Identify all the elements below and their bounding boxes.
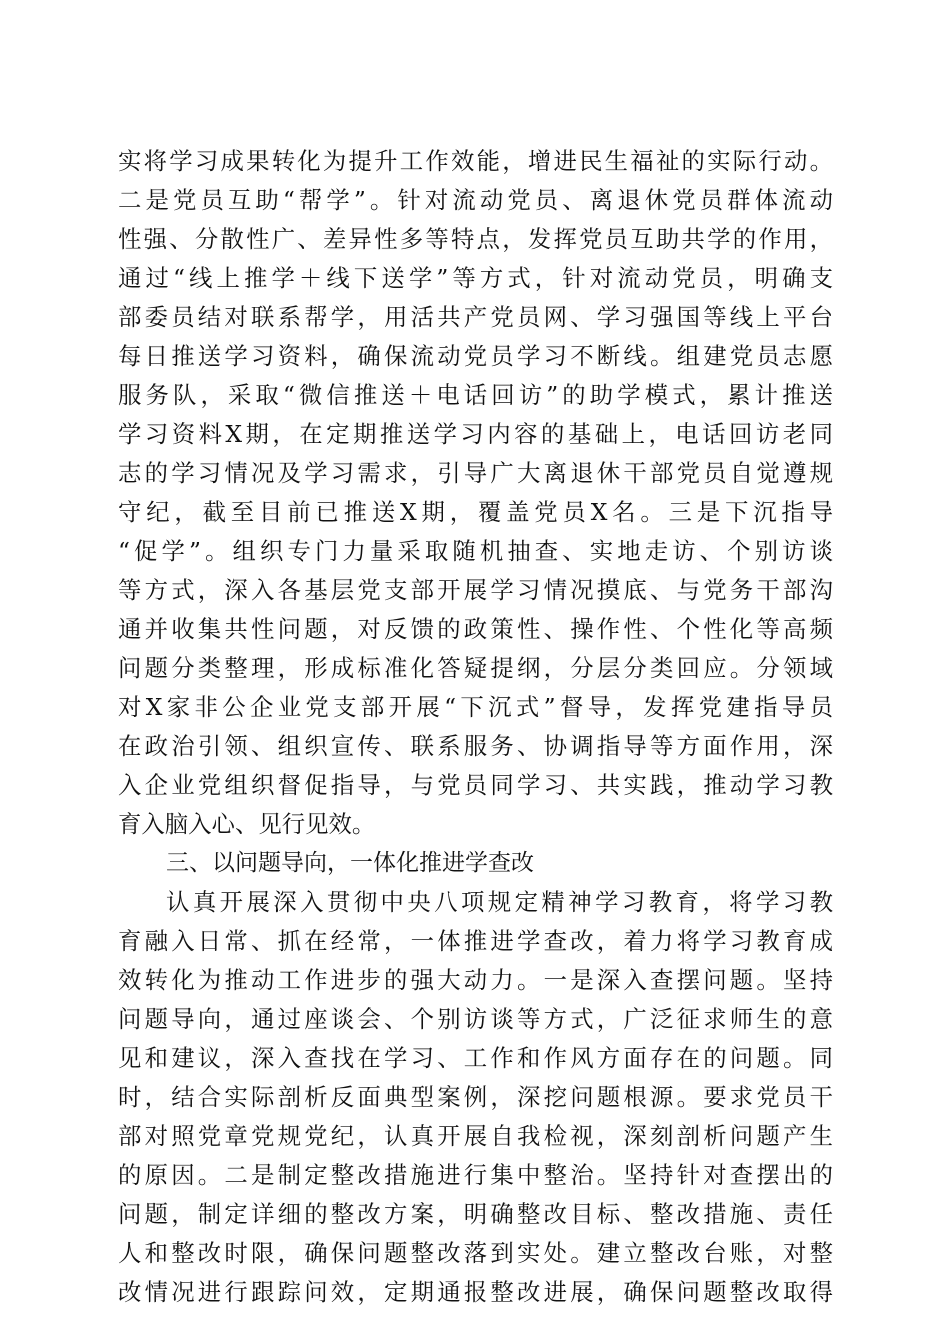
text-line: 等方式，深入各基层党支部开展学习情况摸底、与党务干部沟	[118, 576, 833, 604]
text-line: 认真开展深入贯彻中央八项规定精神学习教育，将学习教	[166, 888, 833, 916]
section-heading: 三、以问题导向，一体化推进学查改	[166, 850, 534, 876]
text-line: 学习资料X期，在定期推送学习内容的基础上，电话回访老同	[118, 420, 833, 448]
text-line: 效转化为推动工作进步的强大动力。一是深入查摆问题。坚持	[118, 966, 833, 994]
text-line: 问题，制定详细的整改方案，明确整改目标、整改措施、责任	[118, 1200, 833, 1228]
text-line: 每日推送学习资料，确保流动党员学习不断线。组建党员志愿	[118, 342, 833, 370]
text-line: 问题分类整理，形成标准化答疑提纲，分层分类回应。分领域	[118, 654, 833, 682]
text-line: 入企业党组织督促指导，与党员同学习、共实践，推动学习教	[118, 771, 833, 799]
text-line: 通过“线上推学＋线下送学”等方式，针对流动党员，明确支	[118, 264, 833, 292]
text-line: 对X家非公企业党支部开展“下沉式”督导，发挥党建指导员	[118, 693, 833, 721]
text-line: 服务队，采取“微信推送＋电话回访”的助学模式，累计推送	[118, 381, 833, 409]
text-line: 问题导向，通过座谈会、个别访谈等方式，广泛征求师生的意	[118, 1005, 833, 1033]
text-line: 人和整改时限，确保问题整改落到实处。建立整改台账，对整	[118, 1239, 833, 1267]
text-line: 通并收集共性问题，对反馈的政策性、操作性、个性化等高频	[118, 615, 833, 643]
text-line: 时，结合实际剖析反面典型案例，深挖问题根源。要求党员干	[118, 1083, 833, 1111]
text-line: 志的学习情况及学习需求，引导广大离退休干部党员自觉遵规	[118, 459, 833, 487]
paragraph-2	[118, 883, 833, 1312]
text-line: 性强、分散性广、差异性多等特点，发挥党员互助共学的作用，	[118, 225, 833, 253]
text-line: 的原因。二是制定整改措施进行集中整治。坚持针对查摆出的	[118, 1161, 833, 1189]
text-line: 二是党员互助“帮学”。针对流动党员、离退休党员群体流动	[118, 186, 833, 214]
document-body	[118, 142, 833, 1312]
text-line: “促学”。组织专门力量采取随机抽查、实地走访、个别访谈	[118, 537, 833, 565]
text-line: 守纪，截至目前已推送X期，覆盖党员X名。三是下沉指导	[118, 498, 833, 526]
paragraph-1	[118, 142, 833, 844]
text-line: 见和建议，深入查找在学习、工作和作风方面存在的问题。同	[118, 1044, 833, 1072]
text-line: 育融入日常、抓在经常，一体推进学查改，着力将学习教育成	[118, 927, 833, 955]
text-line: 实将学习成果转化为提升工作效能，增进民生福祉的实际行动。	[118, 147, 833, 175]
text-line: 部对照党章党规党纪，认真开展自我检视，深刻剖析问题产生	[118, 1122, 833, 1150]
text-line: 育入脑入心、见行见效。	[118, 810, 376, 838]
text-line: 部委员结对联系帮学，用活共产党员网、学习强国等线上平台	[118, 303, 833, 331]
text-line: 改情况进行跟踪问效，定期通报整改进展，确保问题整改取得	[118, 1278, 833, 1306]
text-line: 在政治引领、组织宣传、联系服务、协调指导等方面作用，深	[118, 732, 833, 760]
